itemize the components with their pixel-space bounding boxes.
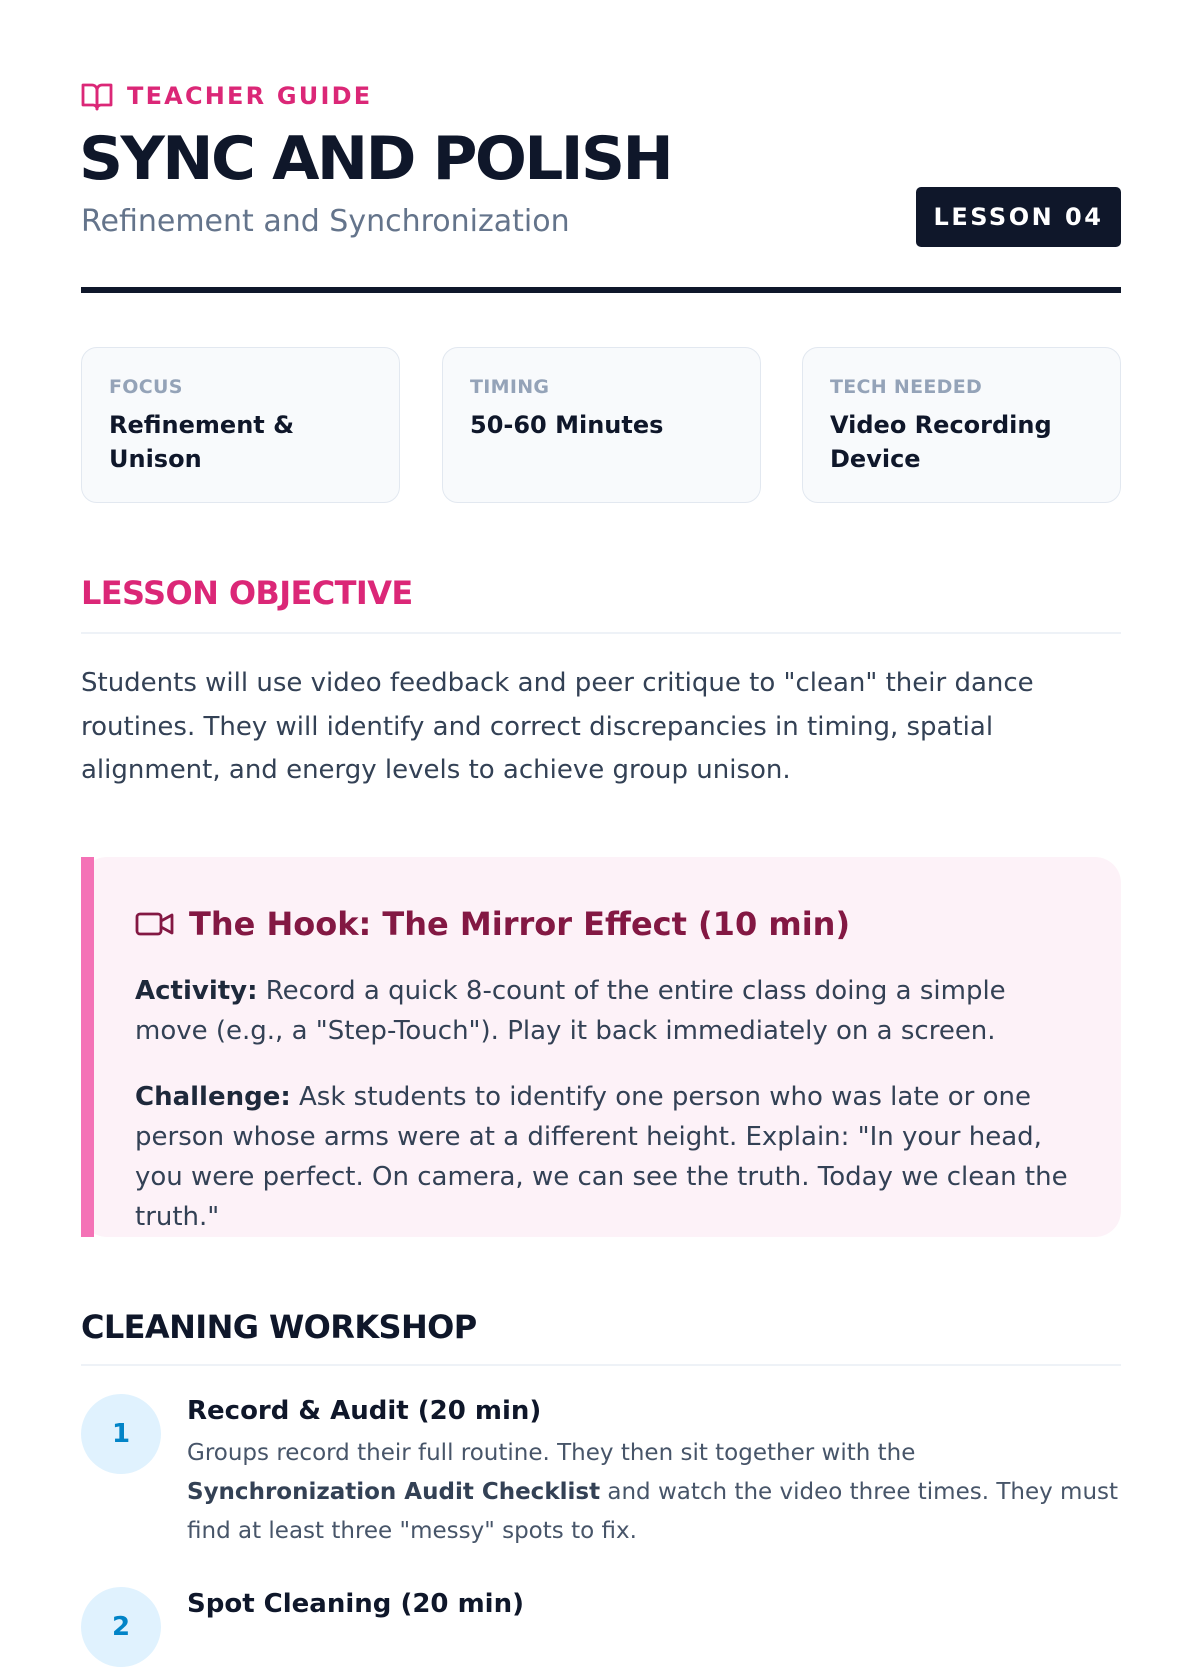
hook-challenge-text: Ask students to identify one person who was late or one person whose arms were at a different height. Explain: "In your head, you were perfect. On camera, we can see the truth. Today we clean the truth." — [135, 1082, 1068, 1232]
video-camera-icon — [135, 909, 175, 939]
info-card-value: Video Recording Device — [830, 411, 1052, 473]
step-number: 1 — [81, 1394, 161, 1474]
hook-activity-text: Record a quick 8-count of the entire class doing a simple move (e.g., a "Step-Touch"). Play it back immediately on a screen. — [135, 976, 1006, 1046]
lesson-badge: LESSON 04 — [916, 187, 1121, 247]
objective-text: Students will use video feedback and peer critique to "clean" their dance routines. They will identify and correct discrepancies in timing, spatial alignment, and energy levels to achieve group unison. — [81, 668, 1034, 785]
hook-header — [135, 905, 850, 943]
info-card-label: TECH NEEDED — [830, 376, 983, 398]
header-divider — [81, 287, 1121, 293]
hook-accent-bar — [81, 857, 94, 1237]
workshop-heading: CLEANING WORKSHOP — [81, 1308, 477, 1346]
info-card-value: Refinement & Unison — [109, 411, 295, 473]
step-number: 2 — [81, 1587, 161, 1667]
hook-activity-label: Activity: — [135, 976, 258, 1006]
info-card-tech — [802, 347, 1121, 503]
info-card-value: 50-60 Minutes — [470, 411, 664, 439]
page-title: SYNC AND POLISH — [79, 124, 672, 194]
step-body-text: Groups record their full routine. They then sit together with the — [187, 1440, 916, 1466]
book-open-icon — [81, 81, 113, 111]
hook-card — [81, 857, 1121, 1237]
info-card-label: TIMING — [470, 376, 550, 398]
page-subtitle: Refinement and Synchronization — [81, 204, 570, 239]
step-body-text: and watch the video three times. They must find at least three "messy" spots to fix. — [187, 1479, 1119, 1544]
info-card-label: FOCUS — [109, 376, 183, 398]
step-title: Record & Audit (20 min) — [187, 1396, 542, 1426]
info-card-timing — [442, 347, 761, 503]
guide-label-text: TEACHER GUIDE — [127, 82, 373, 110]
step-body — [187, 1434, 1121, 1551]
hook-challenge-label: Challenge: — [135, 1082, 291, 1112]
info-card-focus — [81, 347, 400, 503]
workshop-divider — [81, 1364, 1121, 1366]
objective-divider — [81, 632, 1121, 634]
hook-challenge — [135, 1077, 1085, 1237]
step-title: Spot Cleaning (20 min) — [187, 1589, 524, 1619]
hook-activity — [135, 971, 1085, 1051]
hook-title: The Hook: The Mirror Effect (10 min) — [189, 905, 851, 943]
objective-heading: LESSON OBJECTIVE — [81, 574, 413, 612]
guide-label — [81, 80, 372, 112]
step-body-bold: Synchronization Audit Checklist — [187, 1479, 601, 1505]
